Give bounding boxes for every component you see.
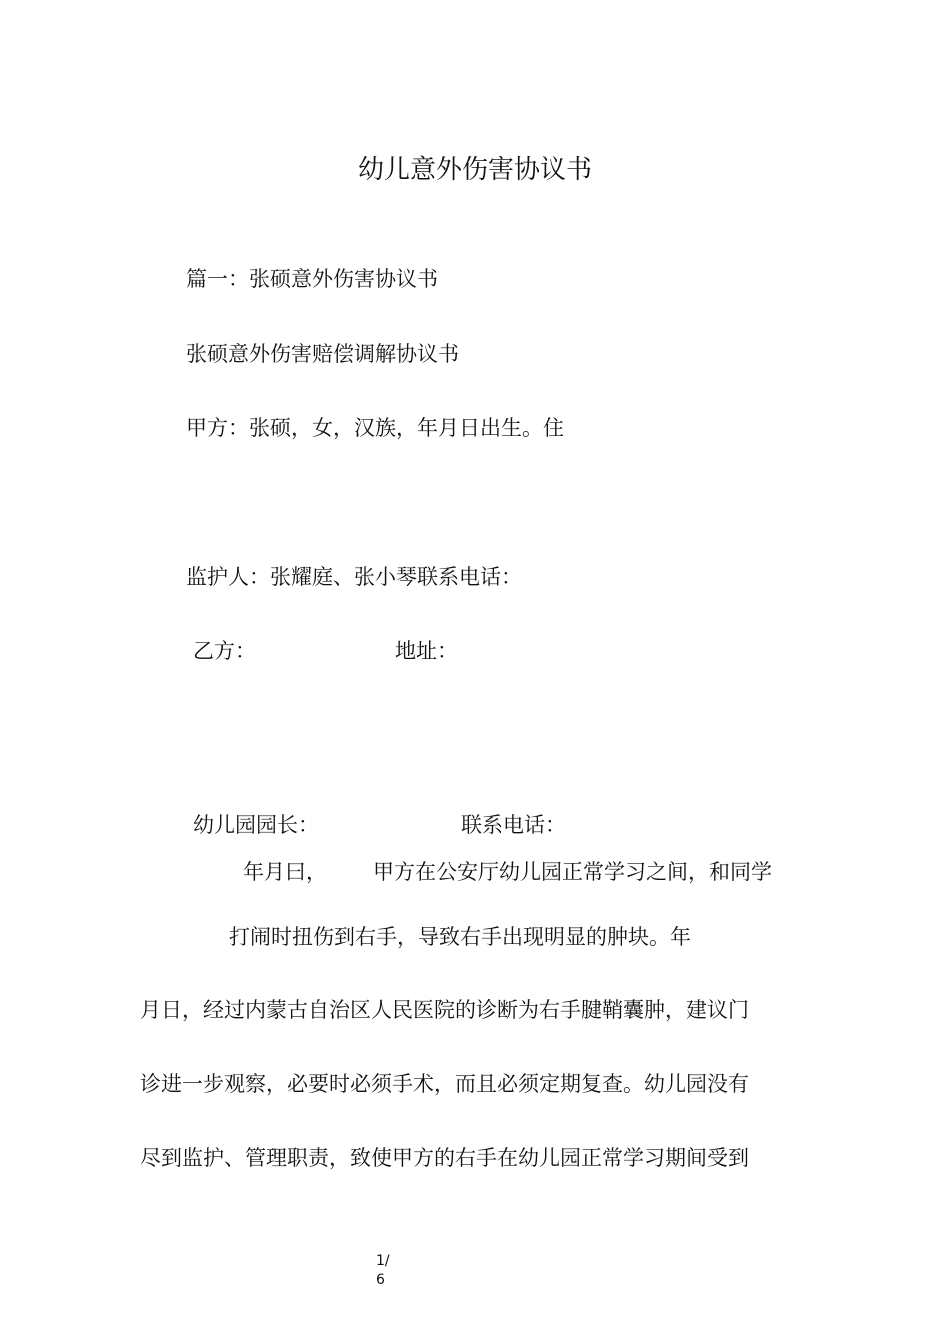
body-line-2: 打闹时扭伤到右手，导致右手出现明显的肿块。年 <box>229 925 691 949</box>
page-number-top: 1/ <box>376 1253 390 1269</box>
body-line-5: 尽到监护、管理职责，致使甲方的右手在幼儿园正常学习期间受到 <box>140 1146 749 1170</box>
page-number <box>370 1252 410 1290</box>
page-number-bottom: 6 <box>376 1272 385 1288</box>
phone-label: 联系电话： <box>461 813 566 837</box>
section-heading: 篇一：张硕意外伤害协议书 <box>186 267 438 291</box>
document-title: 幼儿意外伤害协议书 <box>357 155 592 185</box>
body-line-1-text: 甲方在公安厅幼儿园正常学习之间，和同学 <box>373 860 772 884</box>
address-label: 地址： <box>395 639 458 663</box>
party-b-label: 乙方： <box>193 639 256 663</box>
body-line-3: 月日，经过内蒙古自治区人民医院的诊断为右手腱鞘囊肿，建议门 <box>140 998 749 1022</box>
body-line-1-date: 年月曰， <box>243 860 327 884</box>
agreement-subtitle: 张硕意外伤害赔偿调解协议书 <box>186 342 459 366</box>
principal-label: 幼儿园园长： <box>193 813 319 837</box>
guardian-line: 监护人：张耀庭、张小琴联系电话： <box>186 565 522 589</box>
body-line-4: 诊进一步观察，必要时必须手术，而且必须定期复查。幼儿园没有 <box>140 1072 749 1096</box>
party-a-line: 甲方：张硕，女，汉族，年月日出生。住 <box>186 416 564 440</box>
